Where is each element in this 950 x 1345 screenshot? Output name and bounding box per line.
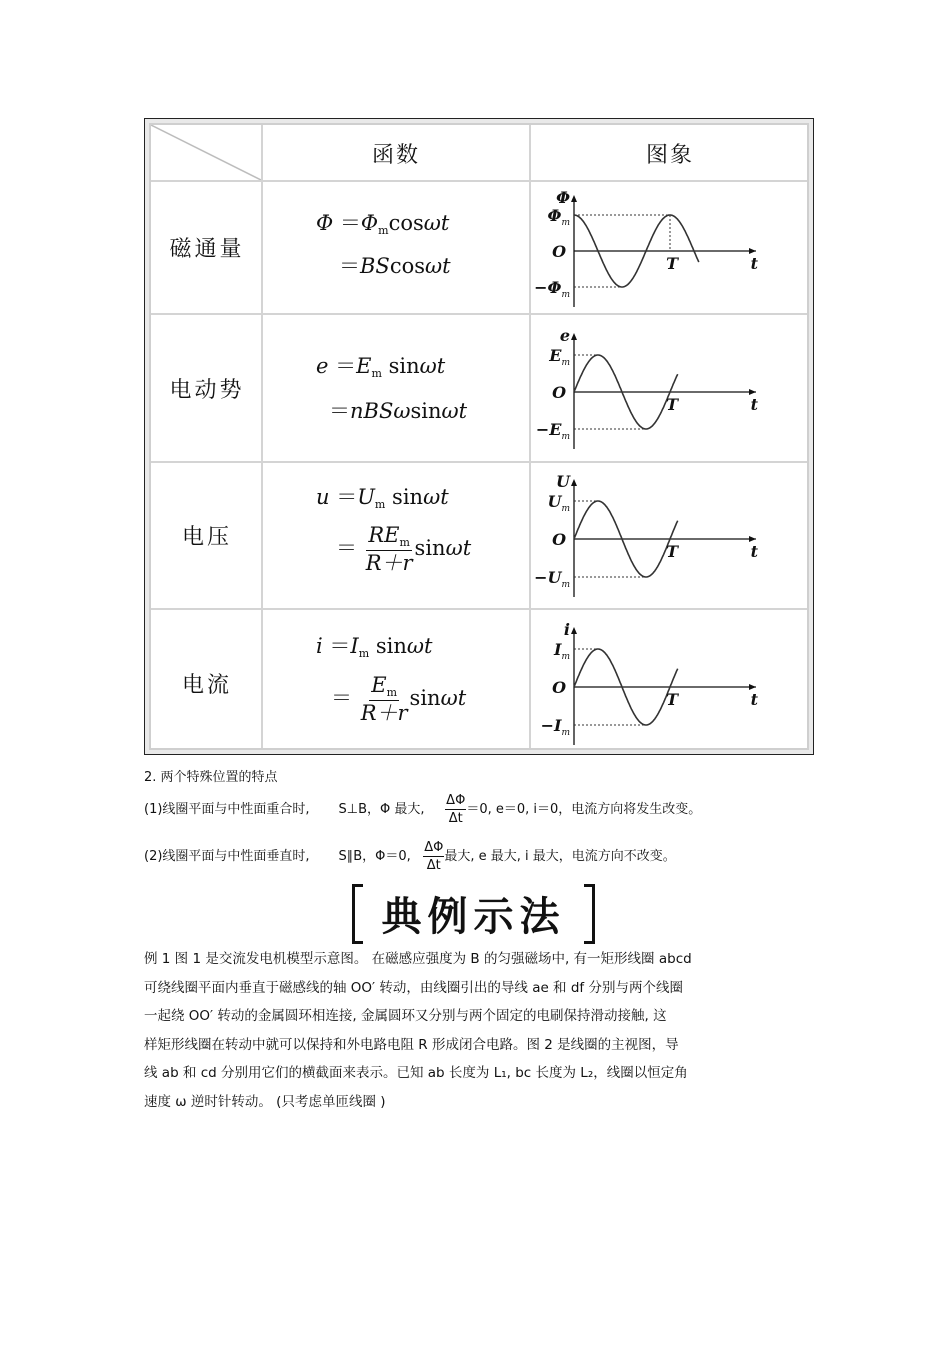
x-axis-label: t — [750, 395, 758, 414]
flux-change-fraction: $\frac{\Delta\Phi}{\Delta t}$ — [446, 793, 466, 826]
section-heading: 2. 两个特殊位置的特点 — [144, 770, 278, 785]
emf-formula-2: ＝nBSωsinωt — [329, 399, 468, 423]
min-label: $-U_m$ — [534, 568, 570, 590]
flux-formula-2: ＝BScosωt — [339, 254, 451, 278]
y-axis-arrow — [571, 479, 577, 486]
min-label: $-E_m$ — [535, 420, 570, 442]
formula-table — [144, 118, 814, 755]
origin-label: O — [552, 530, 566, 549]
y-axis-arrow — [571, 333, 577, 340]
y-axis-label: U — [556, 472, 570, 491]
emf-formula-1: $e =E_m$ sinωt — [316, 354, 446, 380]
flux-graph — [526, 187, 796, 311]
y-axis-label: Φ — [556, 188, 570, 207]
header-function: 函数 — [371, 142, 420, 168]
y-axis-arrow — [571, 195, 577, 202]
example-line: 可绕线圈平面内垂直于磁感线的轴 OO′ 转动，由线圈引出的导线 ae 和 df 分别与两个线圈 — [144, 979, 683, 996]
period-label: T — [666, 542, 678, 561]
row-name-flux: 磁通量 — [169, 237, 245, 262]
x-axis-label: t — [750, 542, 758, 561]
banner-title: 典例示法 — [381, 892, 566, 940]
row-name-current: 电流 — [181, 672, 232, 698]
period-label: T — [666, 395, 678, 414]
period-label: T — [666, 690, 678, 709]
y-axis-arrow — [571, 627, 577, 634]
min-label: $-\Phi_m$ — [534, 278, 570, 300]
max-label: $E_m$ — [549, 346, 570, 368]
max-label: $I_m$ — [553, 640, 570, 662]
example-line: 线 ab 和 cd 分别用它们的横截面来表示。已知 ab 长度为 L₁, bc 长度为 L₂，线圈以恒定角 — [144, 1065, 688, 1081]
voltage-formula-1: $u =U_m$ sinωt — [316, 485, 449, 511]
min-label: $-I_m$ — [540, 716, 570, 738]
origin-label: O — [552, 383, 566, 402]
flux-formula-1: $\Phi =\Phi_m\cos\omega t$ — [316, 211, 450, 237]
bracket-right — [584, 884, 595, 944]
example-line: 一起绕 OO′ 转动的金属圆环相连接, 金属圆环又分别与两个固定的电刷保持滑动接触, 这 — [144, 1008, 667, 1024]
y-axis-label: i — [563, 620, 570, 639]
origin-label: O — [552, 678, 566, 697]
emf-graph — [526, 325, 796, 453]
table-body — [149, 123, 809, 750]
x-axis-label: t — [750, 254, 758, 273]
y-axis-label: e — [559, 326, 570, 345]
voltage-fraction: $\frac{RE_m}{R+r}$ — [365, 523, 413, 575]
example-line: 样矩形线圈在转动中就可以保持和外电路电阻 R 形成闭合电路。图 2 是线圈的主视图，导 — [144, 1036, 679, 1053]
header-diagonal — [151, 125, 263, 181]
current-formula-2: ＝ $\frac{E_m}{R+r}$ sinωt — [331, 673, 467, 725]
x-axis-label: t — [750, 690, 758, 709]
special-position-2: (2)线圈平面与中性面垂直时, S∥B，Φ＝0, $\frac{\Delta\Phi}{\Delta t}$ 最大, e 最大, i 最大，电流方向不改变。 — [144, 840, 676, 873]
max-label: $U_m$ — [547, 492, 570, 514]
example-paragraph — [144, 945, 814, 1116]
bracket-left — [352, 884, 363, 944]
period-label: T — [666, 254, 678, 273]
row-name-emf: 电动势 — [169, 377, 245, 403]
special-position-1: (1)线圈平面与中性面重合时, S⊥B，Φ 最大, $\frac{\Delta\Phi}{\Delta t}$ ＝0, e＝0, i＝0，电流方向将发生改变。 — [144, 793, 702, 826]
current-graph — [526, 619, 796, 749]
max-label: $\Phi_m$ — [547, 206, 570, 228]
example-line: 速度 ω 逆时针转动。 (只考虑单匝线圈 ) — [144, 1093, 386, 1110]
voltage-graph — [526, 471, 796, 601]
voltage-formula-2: ＝ $\frac{RE_m}{R+r}$ sinωt — [336, 523, 472, 575]
origin-label: O — [552, 242, 566, 261]
example-banner — [352, 884, 595, 942]
row-name-voltage: 电压 — [181, 525, 232, 550]
header-graph: 图象 — [645, 142, 694, 168]
current-formula-1: $i =I_m$ sinωt — [316, 634, 433, 660]
example-line: 例 1 图 1 是交流发电机模型示意图。 在磁感应强度为 B 的匀强磁场中, 有一矩形线圈 abcd — [144, 951, 692, 967]
current-fraction: $\frac{E_m}{R+r}$ — [360, 673, 408, 725]
flux-change-fraction: $\frac{\Delta\Phi}{\Delta t}$ — [424, 840, 444, 873]
